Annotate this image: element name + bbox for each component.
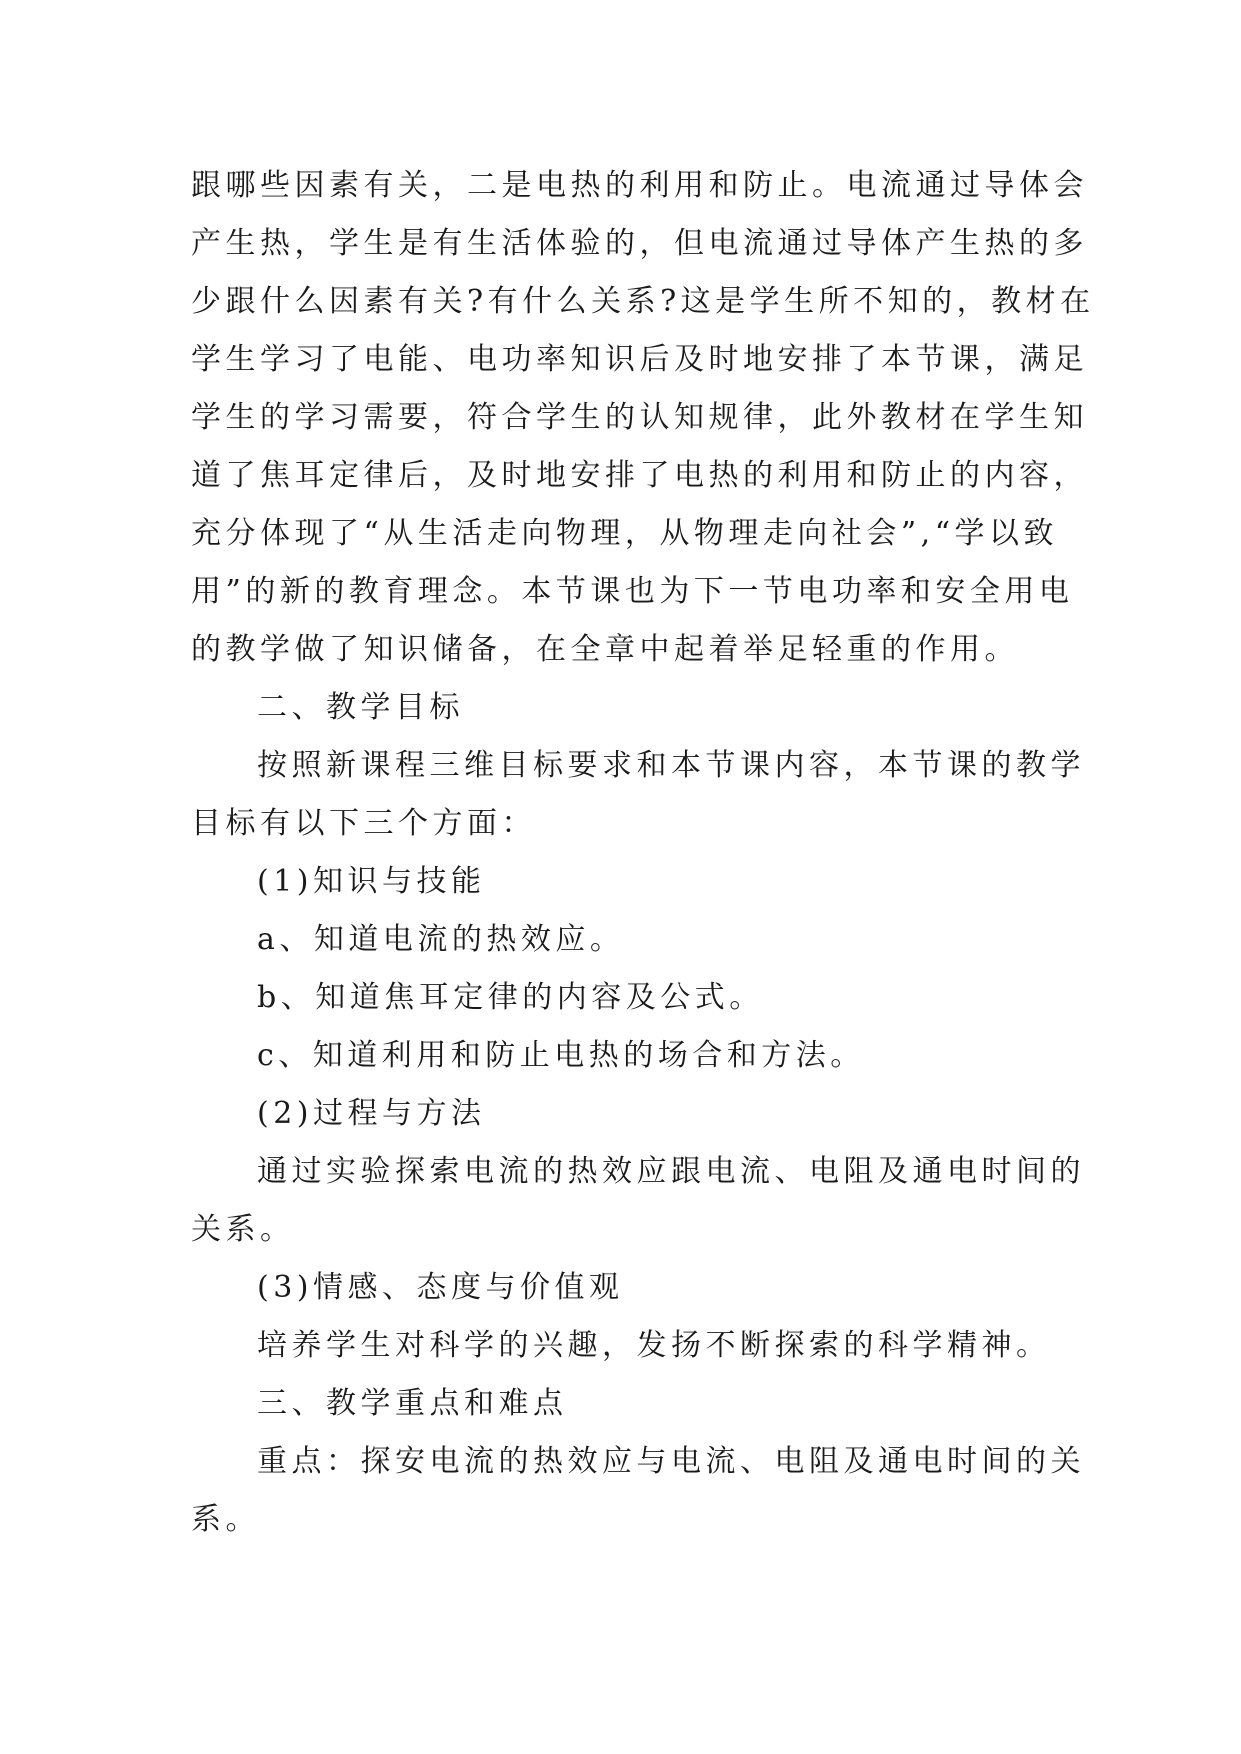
- body-line-24: 系。: [191, 1502, 260, 1537]
- body-line-23: 重点：探安电流的热效应与电流、电阻及通电时间的关: [257, 1444, 1085, 1479]
- list-item-b: b、知道焦耳定律的内容及公式。: [257, 980, 764, 1015]
- body-line-11: 按照新课程三维目标要求和本节课内容，本节课的教学: [257, 748, 1085, 783]
- document-body: [191, 157, 1095, 1549]
- section-heading-objectives: 二、教学目标: [257, 690, 464, 725]
- list-item-c: c、知道利用和防止电热的场合和方法。: [257, 1038, 865, 1073]
- body-line-8: 用”的新的教育理念。本节课也为下一节电功率和安全用电: [191, 574, 1074, 609]
- body-line-2: 产生热，学生是有生活体验的，但电流通过导体产生热的多: [191, 226, 1088, 261]
- list-item-a: a、知道电流的热效应。: [257, 922, 625, 957]
- body-line-5: 学生的学习需要，符合学生的认知规律，此外教材在学生知: [191, 400, 1088, 435]
- subheading-process-method: (2)过程与方法: [257, 1096, 486, 1131]
- body-line-12: 目标有以下三个方面：: [191, 806, 536, 841]
- body-line-1: 跟哪些因素有关，二是电热的利用和防止。电流通过导体会: [191, 168, 1088, 203]
- body-line-3: 少跟什么因素有关?有什么关系?这是学生所不知的，教材在: [191, 284, 1095, 319]
- body-line-18: 通过实验探索电流的热效应跟电流、电阻及通电时间的: [257, 1154, 1085, 1189]
- subheading-emotion-values: (3)情感、态度与价值观: [257, 1270, 624, 1305]
- body-line-7: 充分体现了“从生活走向物理，从物理走向社会”,“学以致: [191, 516, 1059, 551]
- body-line-4: 学生学习了电能、电功率知识后及时地安排了本节课，满足: [191, 342, 1088, 377]
- body-line-6: 道了焦耳定律后，及时地安排了电热的利用和防止的内容，: [191, 458, 1088, 493]
- body-line-19: 关系。: [191, 1212, 295, 1247]
- body-line-21: 培养学生对科学的兴趣，发扬不断探索的科学精神。: [257, 1328, 1051, 1363]
- body-line-9: 的教学做了知识储备，在全章中起着举足轻重的作用。: [191, 632, 1019, 667]
- section-heading-key-points: 三、教学重点和难点: [257, 1386, 568, 1421]
- subheading-knowledge-skills: (1)知识与技能: [257, 864, 486, 899]
